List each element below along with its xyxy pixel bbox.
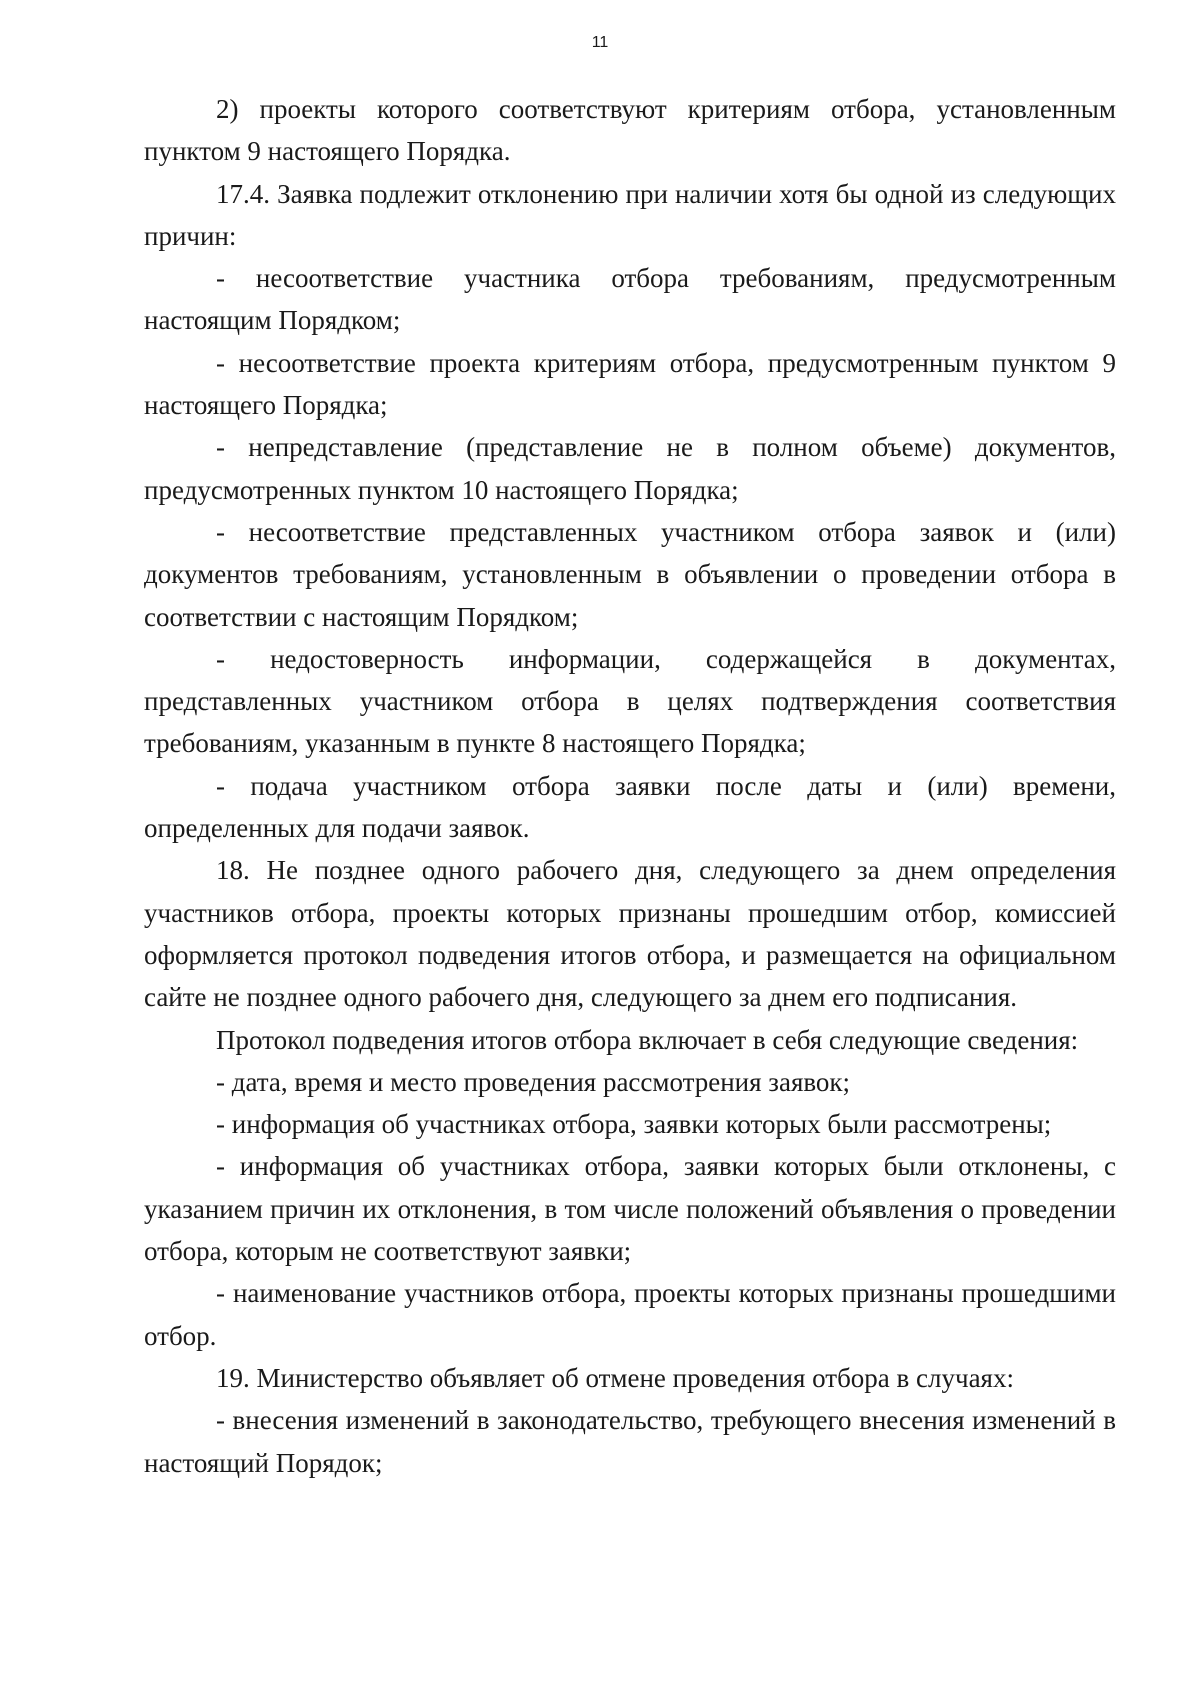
paragraph: - подача участником отбора заявки после даты и (или) времени, определенных для подачи заявок.: [144, 770, 1116, 844]
paragraph: 17.4. Заявка подлежит отклонению при наличии хотя бы одной из следующих причин:: [144, 178, 1116, 251]
paragraph: - несоответствие участника отбора требованиям, предусмотренным настоящим Порядком;: [144, 263, 1116, 336]
paragraph: 19. Министерство объявляет об отмене проведения отбора в случаях:: [216, 1362, 1014, 1393]
paragraph: - непредставление (представление не в полном объеме) документов, предусмотренных пунктом 10 настоящего Порядка;: [144, 432, 1116, 505]
paragraph: Протокол подведения итогов отбора включает в себя следующие сведения:: [216, 1024, 1079, 1055]
paragraph: - наименование участников отбора, проекты которых признаны прошедшими отбор.: [144, 1278, 1116, 1351]
paragraph: 2) проекты которого соответствуют критериям отбора, установленным пунктом 9 настоящего Порядка.: [144, 94, 1116, 167]
paragraph: - несоответствие представленных участником отбора заявок и (или) документов требованиям, установленным в объявлении о проведении отбора в соответствии с настоящим Порядком;: [144, 516, 1116, 632]
document-body: [144, 88, 1116, 1484]
paragraph: - дата, время и место проведения рассмотрения заявок;: [216, 1066, 851, 1097]
paragraph: - недостоверность информации, содержащейся в документах, представленных участником отбора в целях подтверждения соответствия требованиям, указанным в пункте 8 настоящего Порядка;: [144, 643, 1116, 759]
paragraph: - информация об участниках отбора, заявки которых были рассмотрены;: [216, 1109, 1052, 1140]
page-number: 11: [591, 34, 609, 51]
paragraph: - внесения изменений в законодательство, требующего внесения изменений в настоящий Порядок;: [144, 1405, 1116, 1478]
paragraph: 18. Не позднее одного рабочего дня, следующего за днем определения участников отбора, проекты которых признаны прошедшим отбор, комиссией оформляется протокол подведения итогов отбора, и размещается на официальном сайте не позднее одного рабочего дня, следующего за днем его подписания.: [144, 855, 1116, 1013]
paragraph: - информация об участниках отбора, заявки которых были отклонены, с указанием причин их отклонения, в том числе положений объявления о проведении отбора, которым не соответствуют заявки;: [144, 1151, 1116, 1267]
paragraph: - несоответствие проекта критериям отбора, предусмотренным пунктом 9 настоящего Порядка;: [144, 347, 1116, 421]
